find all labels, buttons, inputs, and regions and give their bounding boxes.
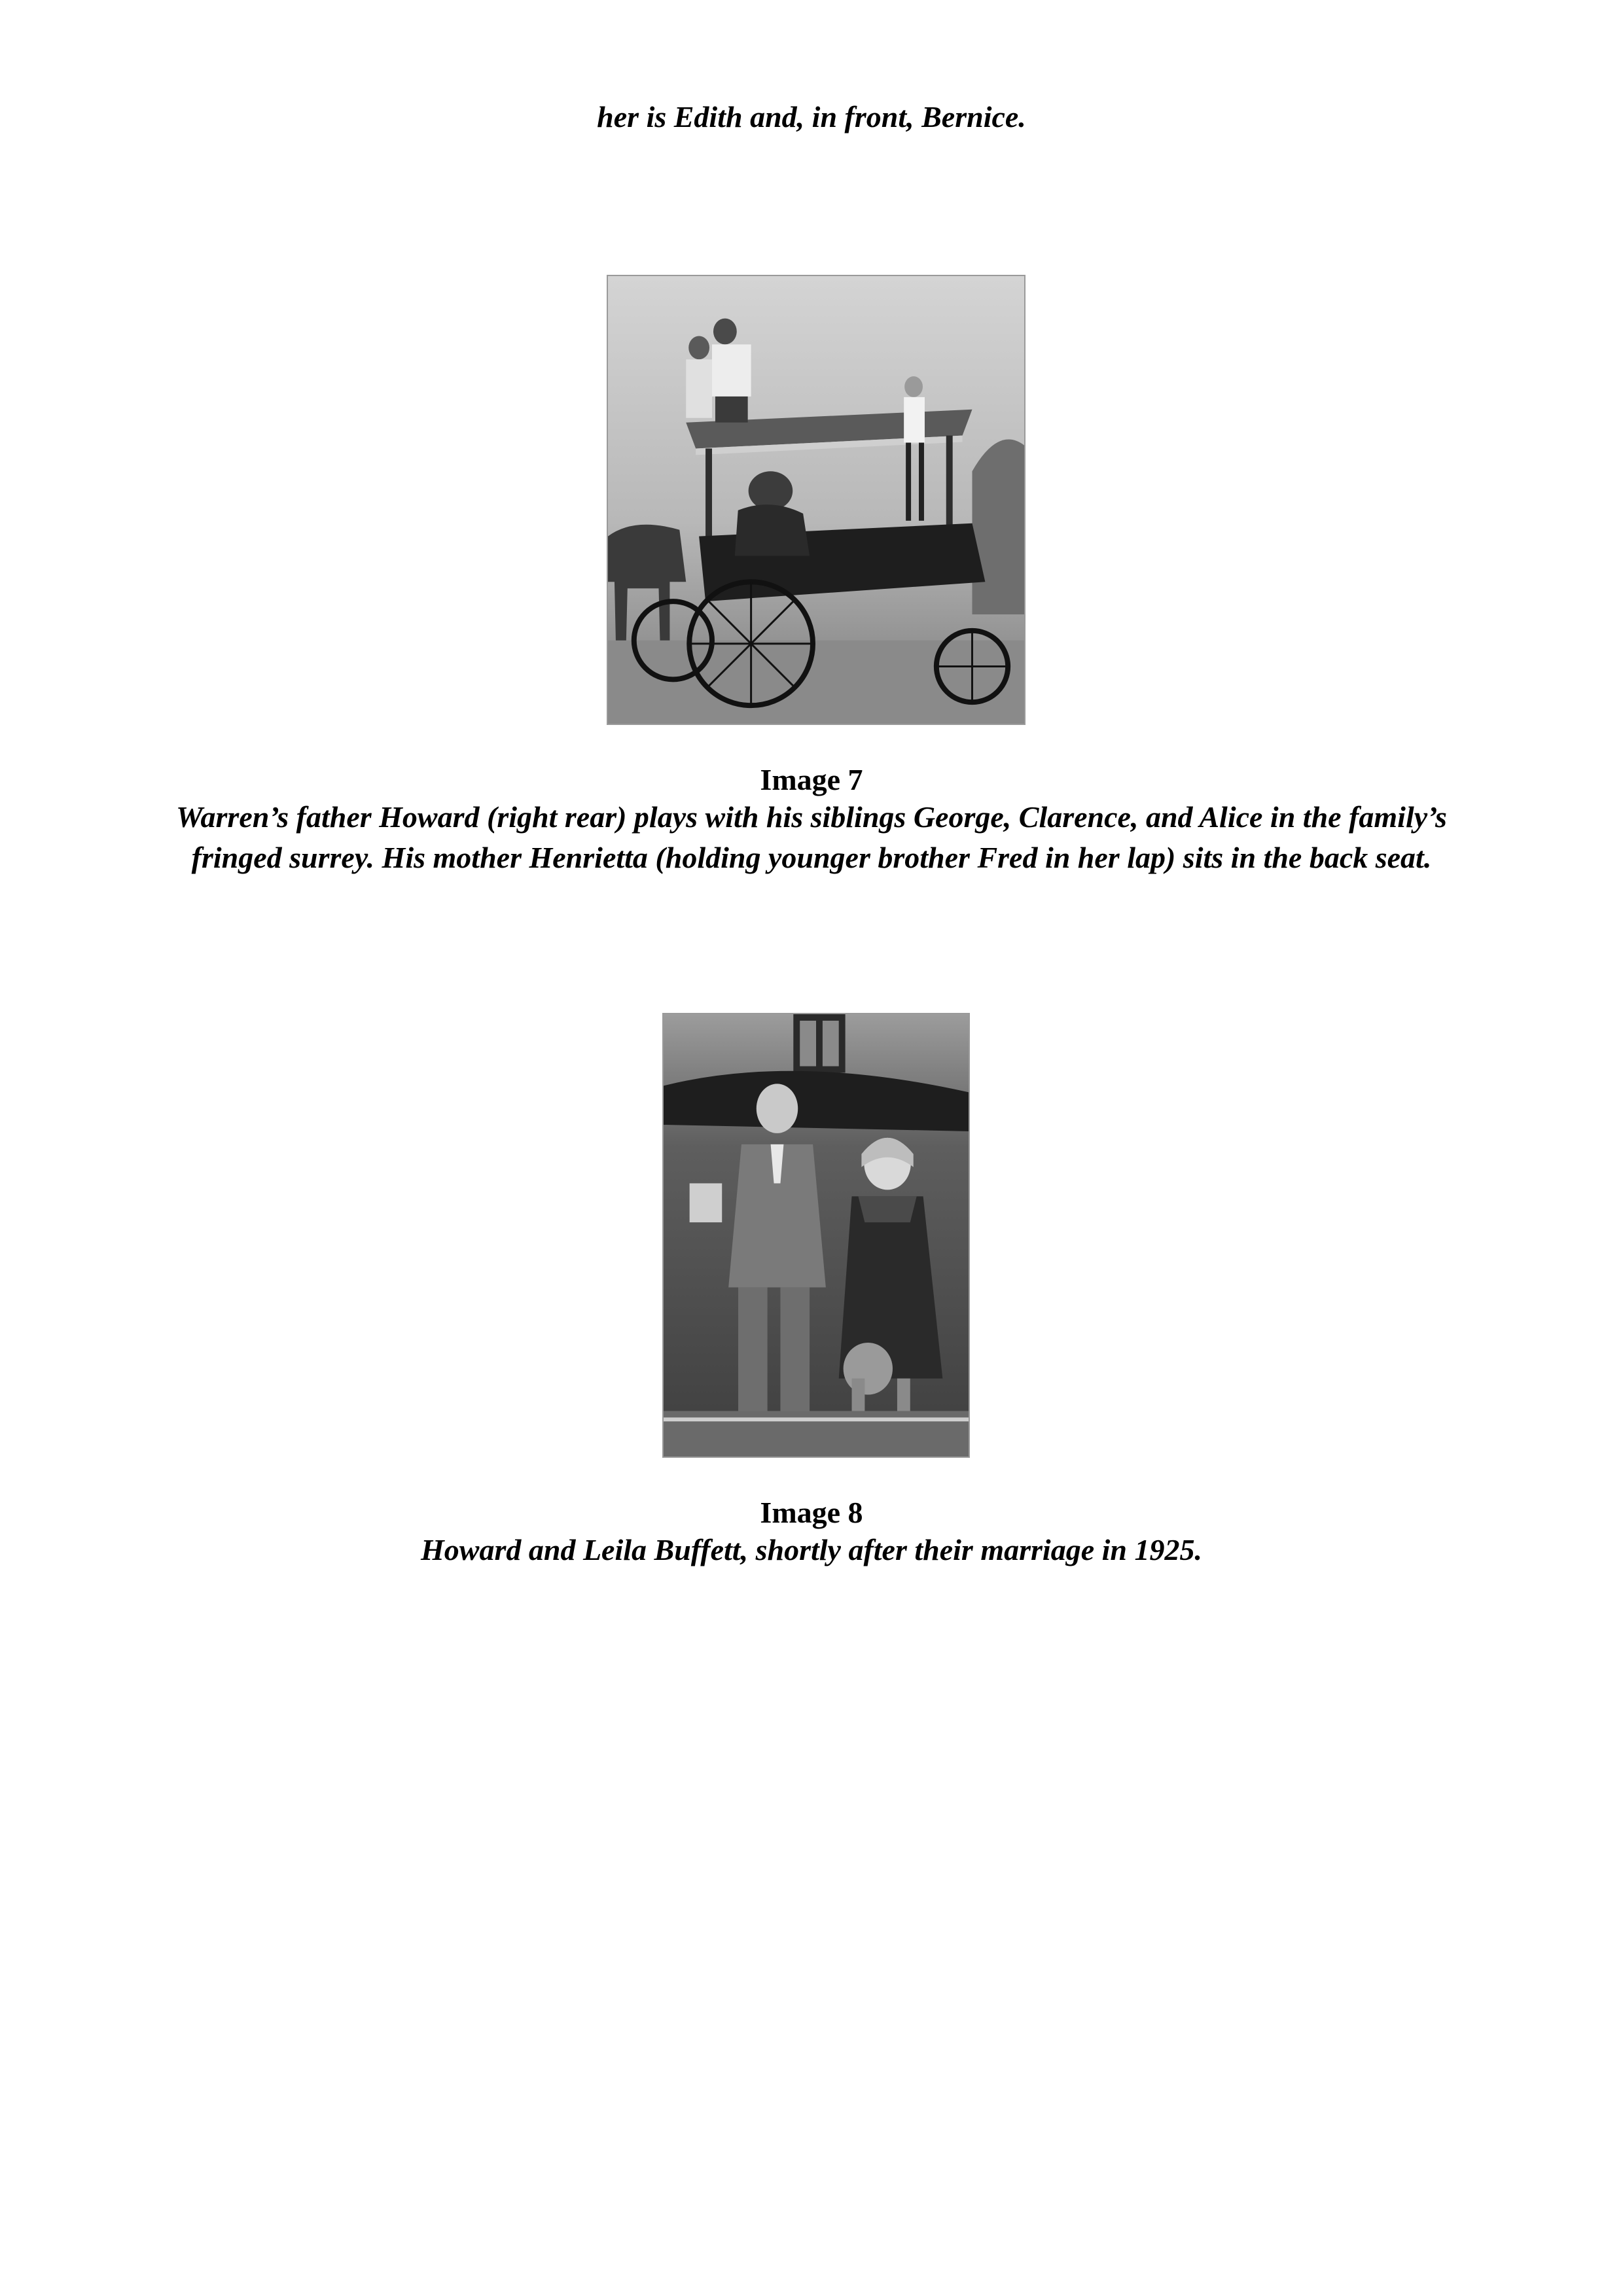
- figure-8-label: Image 8: [760, 1496, 863, 1529]
- carryover-caption-text: her is Edith and, in front, Bernice.: [597, 100, 1026, 133]
- figure-7-caption-line-2: fringed surrey. His mother Henrietta (holding younger brother Fred in her lap) sits in the back seat.: [191, 841, 1432, 874]
- photo-howard-and-leila: [662, 1013, 970, 1458]
- figure-7-caption-line-1: Warren’s father Howard (right rear) plays with his siblings George, Clarence, and Alice in the family’s: [176, 800, 1447, 834]
- figure-7-label: Image 7: [760, 763, 863, 796]
- photo-family-surrey: [607, 275, 1026, 725]
- figure-8-caption-line-1: Howard and Leila Buffett, shortly after their marriage in 1925.: [421, 1533, 1202, 1566]
